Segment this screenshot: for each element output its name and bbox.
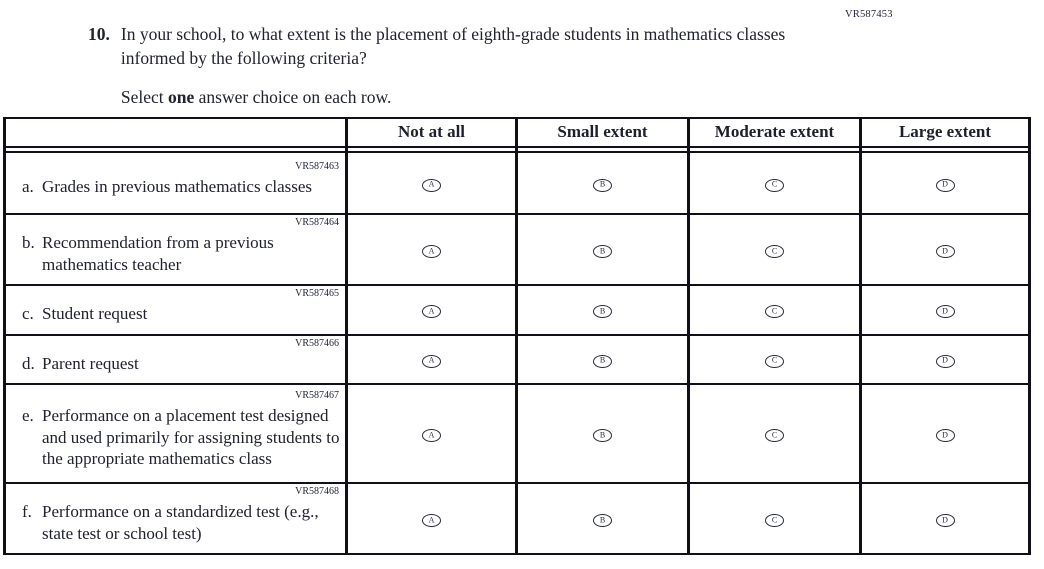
- answer-bubble[interactable]: [765, 355, 784, 368]
- answer-cell-large-extent: [862, 151, 1031, 215]
- answer-cell-small-extent: [518, 215, 690, 286]
- answer-bubble[interactable]: [765, 179, 784, 192]
- response-table: [3, 117, 1031, 555]
- answer-bubble[interactable]: [936, 305, 955, 318]
- answer-bubble[interactable]: [422, 355, 441, 368]
- question-instruction: [121, 85, 828, 109]
- answer-cell-small-extent: [518, 385, 690, 484]
- bubble-letter: A: [428, 306, 435, 316]
- bubble-letter: D: [942, 179, 948, 189]
- answer-cell-not-at-all: [348, 151, 518, 215]
- row-letter: e.: [22, 406, 34, 426]
- answer-cell-not-at-all: [348, 286, 518, 336]
- table-row: [3, 484, 1031, 555]
- answer-cell-not-at-all: [348, 484, 518, 555]
- answer-cell-large-extent: [862, 215, 1031, 286]
- bubble-letter: A: [428, 179, 435, 189]
- bubble-letter: C: [771, 515, 778, 524]
- form-code: VR587453: [845, 9, 893, 20]
- row-letter: c.: [22, 304, 34, 323]
- answer-bubble[interactable]: [936, 355, 955, 368]
- answer-bubble[interactable]: [936, 245, 955, 258]
- row-label-text: Performance on a standardized test (e.g., state test or school test): [42, 502, 319, 543]
- row-label-cell: [3, 286, 348, 336]
- bubble-letter: B: [599, 179, 606, 189]
- question-number: 10.: [88, 24, 110, 44]
- answer-cell-large-extent: [862, 336, 1031, 386]
- answer-cell-large-extent: [862, 484, 1031, 555]
- answer-bubble[interactable]: [593, 305, 612, 318]
- bubble-letter: C: [771, 246, 778, 255]
- question-body: [121, 22, 828, 109]
- row-label-cell: [3, 215, 348, 286]
- answer-bubble[interactable]: [765, 514, 784, 527]
- answer-bubble[interactable]: [765, 305, 784, 318]
- row-code: VR587468: [295, 486, 339, 497]
- answer-cell-moderate-extent: [690, 484, 862, 555]
- bubble-letter: B: [599, 430, 606, 439]
- answer-bubble[interactable]: [936, 514, 955, 527]
- row-label-text: Grades in previous mathematics classes: [42, 177, 313, 197]
- question-block: [88, 22, 828, 109]
- row-label: [16, 232, 341, 275]
- bubble-letter: B: [599, 246, 606, 255]
- bubble-letter: A: [428, 430, 435, 439]
- answer-bubble[interactable]: [593, 429, 612, 442]
- row-letter: d.: [22, 353, 35, 373]
- bubble-letter: C: [771, 179, 778, 189]
- bubble-letter: B: [599, 355, 606, 365]
- answer-cell-moderate-extent: [690, 151, 862, 215]
- row-code: VR587467: [295, 390, 339, 402]
- answer-bubble[interactable]: [765, 429, 784, 442]
- column-header-small-extent: Small extent: [518, 117, 690, 148]
- row-label: [16, 501, 341, 544]
- row-code: VR587465: [295, 288, 339, 299]
- answer-cell-small-extent: [518, 484, 690, 555]
- instruction-suffix: answer choice on each row.: [194, 87, 392, 107]
- row-letter: a.: [22, 177, 34, 197]
- table-row: [3, 215, 1031, 286]
- answer-bubble[interactable]: [765, 245, 784, 258]
- table-header: [3, 117, 1031, 148]
- answer-cell-large-extent: [862, 286, 1031, 336]
- bubble-letter: D: [942, 306, 948, 316]
- table-row: [3, 336, 1031, 386]
- answer-cell-moderate-extent: [690, 336, 862, 386]
- row-label-cell: [3, 336, 348, 386]
- answer-cell-not-at-all: [348, 215, 518, 286]
- bubble-letter: D: [942, 430, 948, 439]
- answer-bubble[interactable]: [422, 305, 441, 318]
- answer-bubble[interactable]: [422, 179, 441, 192]
- bubble-letter: A: [428, 246, 435, 255]
- answer-cell-small-extent: [518, 286, 690, 336]
- answer-cell-small-extent: [518, 151, 690, 215]
- row-label-text: Student request: [42, 304, 148, 323]
- row-code: VR587464: [295, 217, 339, 228]
- bubble-letter: A: [428, 515, 435, 524]
- answer-bubble[interactable]: [936, 429, 955, 442]
- table-row: [3, 286, 1031, 336]
- answer-bubble[interactable]: [422, 429, 441, 442]
- row-label-cell: [3, 484, 348, 555]
- answer-cell-not-at-all: [348, 336, 518, 386]
- row-label-text: Recommendation from a previous mathematics teacher: [42, 233, 274, 274]
- bubble-letter: B: [599, 515, 606, 524]
- row-letter: f.: [22, 502, 32, 521]
- row-label-text: Parent request: [42, 353, 139, 373]
- answer-cell-not-at-all: [348, 385, 518, 484]
- answer-bubble[interactable]: [422, 245, 441, 258]
- answer-cell-small-extent: [518, 336, 690, 386]
- bubble-letter: B: [599, 306, 606, 316]
- answer-bubble[interactable]: [593, 179, 612, 192]
- bubble-letter: D: [942, 246, 948, 255]
- table-row: [3, 385, 1031, 484]
- bubble-letter: C: [771, 306, 778, 316]
- instruction-emphasis: one: [168, 87, 195, 107]
- instruction-prefix: Select: [120, 87, 169, 107]
- column-header-not-at-all: Not at all: [348, 117, 518, 148]
- row-label: [16, 176, 341, 198]
- row-label-cell: [3, 151, 348, 215]
- row-label-cell: [3, 385, 348, 484]
- table-row: [3, 151, 1031, 215]
- table-body: [3, 151, 1031, 555]
- answer-bubble[interactable]: [593, 245, 612, 258]
- row-label: [16, 353, 341, 375]
- row-label: [16, 303, 341, 325]
- bubble-letter: C: [771, 355, 778, 365]
- column-header-moderate-extent: Moderate extent: [690, 117, 862, 148]
- bubble-letter: C: [771, 430, 778, 439]
- bubble-letter: D: [942, 355, 948, 365]
- bubble-letter: A: [428, 355, 435, 365]
- column-header-large-extent: Large extent: [862, 117, 1031, 148]
- row-label: [16, 405, 341, 470]
- question-text: In your school, to what extent is the placement of eighth-grade students in mathematics classes informed by the following criteria?: [120, 24, 786, 68]
- header-stub-cell: [3, 117, 348, 148]
- answer-cell-moderate-extent: [690, 215, 862, 286]
- answer-cell-moderate-extent: [690, 385, 862, 484]
- answer-bubble[interactable]: [936, 179, 955, 192]
- row-label-text: Performance on a placement test designed and used primarily for assigning students to the appropriate mathematics class: [42, 406, 340, 469]
- answer-cell-large-extent: [862, 385, 1031, 484]
- row-letter: b.: [22, 233, 35, 252]
- answer-bubble[interactable]: [593, 514, 612, 527]
- row-code: VR587463: [295, 161, 339, 173]
- answer-cell-moderate-extent: [690, 286, 862, 336]
- answer-bubble[interactable]: [593, 355, 612, 368]
- bubble-letter: D: [942, 515, 948, 524]
- row-code: VR587466: [295, 337, 339, 349]
- answer-bubble[interactable]: [422, 514, 441, 527]
